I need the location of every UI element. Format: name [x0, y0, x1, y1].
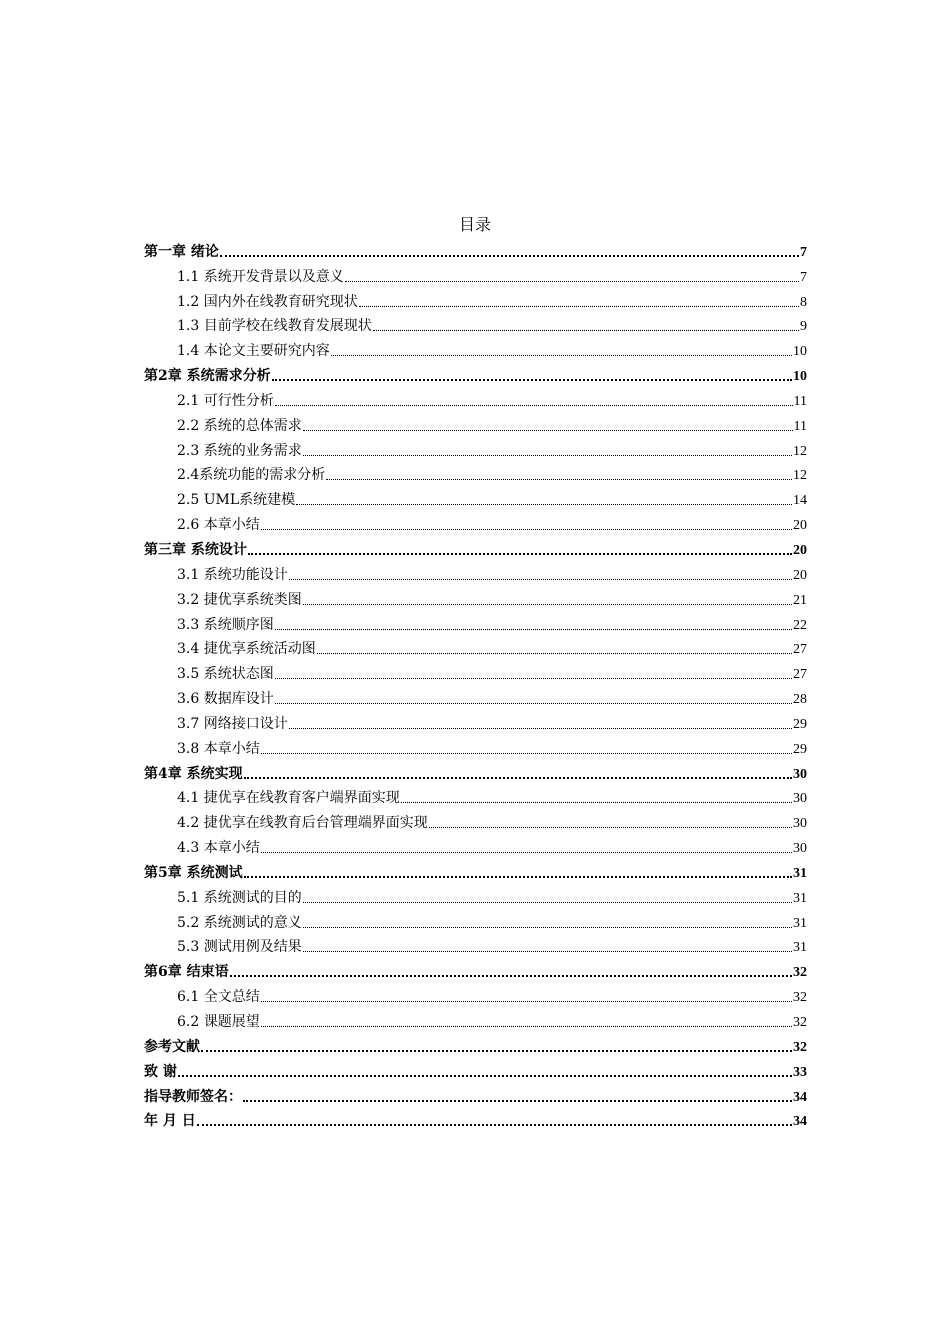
- dot-leader: [401, 802, 792, 803]
- toc-chapter-entry[interactable]: [144, 758, 807, 783]
- toc-section-entry[interactable]: [144, 783, 807, 808]
- toc-section-entry[interactable]: [144, 484, 807, 509]
- toc-section-entry[interactable]: [144, 311, 807, 336]
- dot-leader: [201, 1050, 792, 1052]
- toc-page-number: 12: [793, 443, 807, 459]
- toc-section-entry[interactable]: [144, 907, 807, 932]
- toc-entry-label: 3.8 本章小结: [177, 740, 260, 757]
- toc-section-entry[interactable]: [144, 634, 807, 659]
- toc-section-entry[interactable]: [144, 460, 807, 485]
- toc-section-entry[interactable]: [144, 509, 807, 534]
- toc-chapter-entry[interactable]: [144, 1106, 807, 1131]
- toc-page-number: 11: [793, 393, 807, 409]
- toc-entry-label: 3.1 系统功能设计: [177, 566, 288, 583]
- toc-page-number: 29: [793, 716, 807, 732]
- toc-section-entry[interactable]: [144, 932, 807, 957]
- dot-leader: [429, 827, 792, 828]
- dot-leader: [220, 255, 799, 257]
- toc-entry-label: 第5章 系统测试: [144, 864, 243, 881]
- dot-leader: [261, 1026, 792, 1027]
- toc-chapter-entry[interactable]: [144, 1081, 807, 1106]
- toc-entry-label: 年 月 日: [144, 1113, 196, 1130]
- toc-page-number: 34: [793, 1089, 807, 1105]
- toc-section-entry[interactable]: [144, 410, 807, 435]
- toc-page-number: 32: [793, 990, 807, 1006]
- toc-entry-label: 1.3 目前学校在线教育发展现状: [177, 318, 372, 335]
- toc-entry-label: 指导教师签名：: [144, 1088, 242, 1105]
- dot-leader: [317, 653, 792, 654]
- dot-leader: [373, 330, 799, 331]
- dot-leader: [261, 852, 792, 853]
- dot-leader: [261, 529, 792, 530]
- toc-section-entry[interactable]: [144, 807, 807, 832]
- toc-entry-label: 第4章 系统实现: [144, 765, 243, 782]
- toc-title: 目录: [458, 215, 491, 234]
- toc-page-number: 33: [793, 1064, 807, 1080]
- toc-entry-label: 1.1 系统开发背景以及意义: [177, 268, 344, 285]
- toc-section-entry[interactable]: [144, 286, 807, 311]
- toc-entry-label: 4.1 捷优享在线教育客户端界面实现: [177, 790, 400, 807]
- toc-entry-label: 2.2 系统的总体需求: [177, 417, 302, 434]
- toc-section-entry[interactable]: [144, 1006, 807, 1031]
- toc-section-entry[interactable]: [144, 683, 807, 708]
- dot-leader: [244, 876, 792, 878]
- toc-page-number: 9: [800, 319, 807, 335]
- dot-leader: [326, 479, 792, 480]
- toc-entry-label: 4.2 捷优享在线教育后台管理端界面实现: [177, 815, 428, 832]
- dot-leader: [275, 629, 792, 630]
- toc-entry-label: 参考文献: [144, 1038, 200, 1055]
- dot-leader: [244, 777, 792, 779]
- toc-page-number: 31: [793, 865, 807, 881]
- toc-chapter-entry[interactable]: [144, 1031, 807, 1056]
- toc-page-number: 30: [793, 816, 807, 832]
- toc-entry-label: 1.2 国内外在线教育研究现状: [177, 293, 358, 310]
- toc-entry-label: 2.6 本章小结: [177, 517, 260, 534]
- toc-page-number: 20: [793, 518, 807, 534]
- toc-page-number: 8: [800, 294, 807, 310]
- toc-page-number: 31: [793, 915, 807, 931]
- toc-page-number: 29: [793, 741, 807, 757]
- toc-section-entry[interactable]: [144, 609, 807, 634]
- toc-chapter-entry[interactable]: [144, 236, 807, 261]
- dot-leader: [248, 553, 792, 555]
- toc-chapter-entry[interactable]: [144, 360, 807, 385]
- toc-entry-label: 3.3 系统顺序图: [177, 616, 274, 633]
- toc-entry-label: 2.3 系统的业务需求: [177, 442, 302, 459]
- toc-page-number: 11: [793, 418, 807, 434]
- toc-section-entry[interactable]: [144, 385, 807, 410]
- dot-leader: [303, 951, 792, 952]
- toc-page-number: 7: [800, 244, 807, 260]
- toc-entry-label: 2.5 UML系统建模: [177, 492, 296, 509]
- toc-page-number: 22: [793, 617, 807, 633]
- dot-leader: [261, 1001, 792, 1002]
- toc-entry-label: 5.3 测试用例及结果: [177, 939, 302, 956]
- toc-page-number: 27: [793, 642, 807, 658]
- toc-entry-label: 1.4 本论文主要研究内容: [177, 343, 330, 360]
- toc-entry-label: 6.2 课题展望: [177, 1014, 260, 1030]
- toc-section-entry[interactable]: [144, 559, 807, 584]
- dot-leader: [289, 728, 792, 729]
- table-of-contents: [144, 236, 807, 1130]
- toc-entry-label: 6.1 全文总结: [177, 989, 260, 1006]
- toc-page-number: 34: [793, 1114, 807, 1130]
- dot-leader: [303, 430, 793, 431]
- toc-page-number: 30: [793, 791, 807, 807]
- toc-page-number: 10: [793, 369, 807, 385]
- toc-section-entry[interactable]: [144, 584, 807, 609]
- dot-leader: [275, 678, 792, 679]
- toc-entry-label: 第三章 系统设计: [144, 541, 247, 558]
- toc-section-entry[interactable]: [144, 658, 807, 683]
- toc-page-number: 28: [793, 692, 807, 708]
- dot-leader: [345, 281, 799, 282]
- toc-section-entry[interactable]: [144, 832, 807, 857]
- toc-page-number: 30: [793, 841, 807, 857]
- toc-entry-label: 第一章 绪论: [144, 243, 219, 260]
- toc-entry-label: 4.3 本章小结: [177, 840, 260, 857]
- dot-leader: [275, 703, 792, 704]
- toc-entry-label: 第2章 系统需求分析: [144, 368, 271, 385]
- toc-chapter-entry[interactable]: [144, 1056, 807, 1081]
- toc-page-number: 14: [793, 493, 807, 509]
- toc-section-entry[interactable]: [144, 733, 807, 758]
- toc-page-number: 21: [793, 592, 807, 608]
- toc-entry-label: 2.1 可行性分析: [177, 392, 274, 409]
- toc-page-number: 32: [793, 1039, 807, 1055]
- toc-section-entry[interactable]: [144, 335, 807, 360]
- toc-entry-label: 第6章 结束语: [144, 964, 229, 981]
- toc-section-entry[interactable]: [144, 882, 807, 907]
- toc-page-number: 10: [793, 344, 807, 360]
- dot-leader: [230, 975, 792, 977]
- toc-chapter-entry[interactable]: [144, 956, 807, 981]
- toc-section-entry[interactable]: [144, 708, 807, 733]
- dot-leader: [178, 1075, 792, 1077]
- toc-section-entry[interactable]: [144, 435, 807, 460]
- dot-leader: [296, 504, 792, 505]
- dot-leader: [289, 579, 792, 580]
- toc-page-number: 31: [793, 890, 807, 906]
- toc-page-number: 31: [793, 940, 807, 956]
- dot-leader: [243, 1100, 792, 1102]
- toc-entry-label: 5.1 系统测试的目的: [177, 889, 302, 906]
- toc-entry-label: 2.4系统功能的需求分析: [177, 467, 326, 484]
- toc-page-number: 20: [793, 567, 807, 583]
- dot-leader: [261, 753, 792, 754]
- dot-leader: [331, 355, 792, 356]
- toc-chapter-entry[interactable]: [144, 857, 807, 882]
- dot-leader: [303, 455, 792, 456]
- toc-entry-label: 5.2 系统测试的意义: [177, 914, 302, 931]
- toc-entry-label: 3.6 数据库设计: [177, 691, 274, 708]
- toc-entry-label: 致 谢: [144, 1063, 177, 1080]
- toc-page-number: 12: [793, 468, 807, 484]
- toc-entry-label: 3.2 捷优享系统类图: [177, 591, 302, 608]
- dot-leader: [303, 604, 792, 605]
- toc-section-entry[interactable]: [144, 981, 807, 1006]
- toc-page-number: 27: [793, 667, 807, 683]
- toc-page-number: 20: [793, 542, 807, 558]
- toc-section-entry[interactable]: [144, 261, 807, 286]
- toc-chapter-entry[interactable]: [144, 534, 807, 559]
- toc-page-number: 32: [793, 1015, 807, 1030]
- toc-page-number: 30: [793, 766, 807, 782]
- toc-entry-label: 3.7 网络接口设计: [177, 715, 288, 732]
- dot-leader: [303, 927, 792, 928]
- dot-leader: [197, 1124, 792, 1126]
- toc-entry-label: 3.5 系统状态图: [177, 666, 274, 683]
- dot-leader: [359, 306, 799, 307]
- toc-page-number: 32: [793, 965, 807, 981]
- dot-leader: [303, 902, 792, 903]
- dot-leader: [275, 405, 793, 406]
- toc-entry-label: 3.4 捷优享系统活动图: [177, 641, 316, 658]
- dot-leader: [272, 379, 792, 381]
- toc-page-number: 7: [800, 269, 807, 285]
